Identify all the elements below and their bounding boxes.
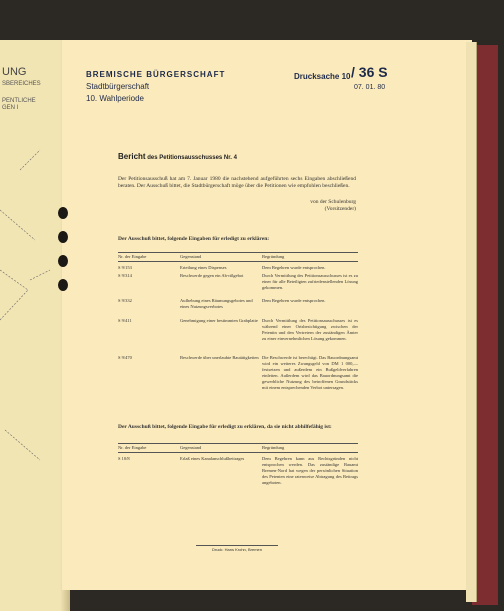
table-cell: S 10/8 <box>118 456 130 461</box>
table-cell: S 9/314 <box>118 273 132 278</box>
table-rule <box>118 252 358 253</box>
signer-name: von der Schulenburg <box>310 199 356 205</box>
table-cell: Dem Begehren kann aus Rechtsgründen nicht entsprochen werden. Das zuständige Bauamt Bremen-Nord hat wegen der persönlichen Situation des Petenten eine ratenweise Abtragung des Beitrags angeboten. <box>262 456 358 485</box>
table-header: Begründung <box>262 254 285 259</box>
table-cell: Genehmigung einer bestimmten Grabplatte <box>180 318 258 323</box>
table-cell: Erlaß eines Kanalanschlußbeitrages <box>180 456 245 461</box>
table-header: Nr. der Eingabe <box>118 254 147 259</box>
left-page <box>0 40 70 611</box>
left-page-line: SBEREICHES <box>2 81 41 87</box>
table-cell: Erteilung eines Dispenses <box>180 265 227 270</box>
report-subtitle: des Petitionsausschusses Nr. 4 <box>147 155 237 161</box>
table-cell: S 9/153 <box>118 265 132 270</box>
table-cell: Aufhebung eines Räumungsgebotes und eines Nutzungsverbotes <box>180 298 253 309</box>
report-title <box>118 152 237 161</box>
drucksache-label: Drucksache 10 <box>294 72 351 81</box>
table-cell: Dem Begehren wurde entsprochen. <box>262 298 326 303</box>
table1-heading: Der Ausschuß bittet, folgende Eingaben für erledigt zu erklären: <box>118 236 270 242</box>
printer-credit: Druck: Hans Krohn, Bremen <box>196 545 278 552</box>
org-body: Stadtbürgerschaft <box>86 82 150 91</box>
table-cell: Durch Vermittlung des Petitionsausschusses ist es zu einer für alle Beteiligten zufriedenstellenden Lösung gekommen. <box>262 273 358 290</box>
punch-hole <box>58 207 68 219</box>
punch-hole <box>58 231 68 243</box>
table-cell: S 9/470 <box>118 355 132 360</box>
signer-role: (Vorsitzender) <box>324 206 356 212</box>
drucksache-date: 07. 01. 80 <box>354 84 386 91</box>
left-page-line: UNG <box>2 66 27 78</box>
table2-heading: Der Ausschuß bittet, folgende Eingabe für erledigt zu erklären, da sie nicht abhilfefähig ist: <box>118 424 332 430</box>
table-header: Begründung <box>262 445 285 450</box>
left-page-line: GEN I <box>2 105 19 111</box>
punch-hole <box>58 279 68 291</box>
drucksache-number: / 36 S <box>351 64 388 80</box>
intro-paragraph: Der Petitionsausschuß hat am 7. Januar 1980 die nachstehend aufgeführten sechs Eingaben abschließend beraten. Der Ausschuß bittet, die Stadtbürgerschaft möge über die Petitionen wie empfohlen beschließen. <box>118 176 356 189</box>
report-title-main: Bericht <box>118 152 146 161</box>
table-header: Gegenstand <box>180 445 202 450</box>
table-cell: Dem Begehren wurde entsprochen. <box>262 265 326 270</box>
binder-edge <box>466 42 477 602</box>
table-rule <box>118 261 358 262</box>
wahlperiode: 10. Wahlperiode <box>86 94 144 103</box>
table-cell: Durch Vermittlung des Petitionsausschusses ist es während einer Ortsbesichtigung zwischen der Petentin und den Vertretern der zuständigen Ämter zu einer einvernehmlichen Lösung gekommen. <box>262 318 358 341</box>
table-header: Gegenstand <box>180 254 202 259</box>
table-rule <box>118 443 358 444</box>
right-page <box>62 40 472 590</box>
table-rule <box>118 452 358 453</box>
table-header: Nr. der Eingabe <box>118 445 147 450</box>
table-cell: Die Beschwerde ist berechtigt. Das Bauordnungsamt wird ein weiteres Zwangsgeld von DM 1 000,— festsetzen und außerdem ein Bußgeldverfahren einleiten. Außerdem wird das Bauordnungsamt die gewerbliche Nutzung des betroffenen Grundstücks mit einem entsprechenden Verbot untersagen. <box>262 355 358 390</box>
org-name: BREMISCHE BÜRGERSCHAFT <box>86 70 226 79</box>
left-page-line: PENTLICHE <box>2 98 36 104</box>
table-cell: S 9/332 <box>118 298 132 303</box>
table-cell: Beschwerde gegen ein Ab-rißgebot <box>180 273 244 278</box>
table-cell: Beschwerde über unerlaubte Bautätigkeiten <box>180 355 259 360</box>
table-cell: S 9/411 <box>118 318 132 323</box>
punch-hole <box>58 255 68 267</box>
map-drawing <box>0 130 60 470</box>
